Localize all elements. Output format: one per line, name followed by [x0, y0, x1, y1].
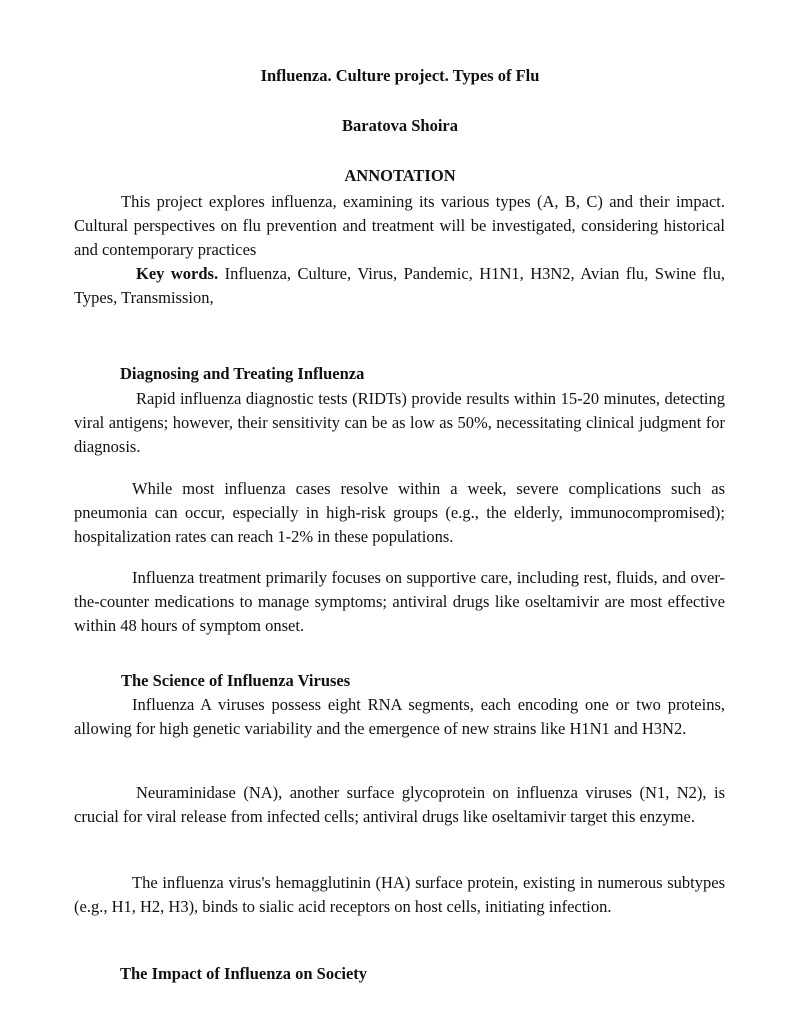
section-heading-science: The Science of Influenza Viruses	[121, 671, 351, 690]
diagnosing-paragraph-2: While most influenza cases resolve within a week, severe complications such as pneumonia can occur, especially in high-risk groups (e.g., the elderly, immunocompromised); hospitalization rates can reach 1-2% in these populations.	[74, 479, 725, 546]
keywords-label: Key words.	[136, 264, 219, 283]
diagnosing-paragraph-1: Rapid influenza diagnostic tests (RIDTs) provide results within 15-20 minutes, detecting viral antigens; however, their sensitivity can be as low as 50%, necessitating clinical judgment for diagnosis.	[74, 389, 725, 456]
author-name: Baratova Shoira	[342, 116, 458, 135]
annotation-heading: ANNOTATION	[344, 166, 456, 185]
keywords-paragraph	[74, 262, 725, 310]
science-paragraph-1: Influenza A viruses possess eight RNA segments, each encoding one or two proteins, allowing for high genetic variability and the emergence of new strains like H1N1 and H3N2.	[74, 695, 725, 738]
section-heading-diagnosing: Diagnosing and Treating Influenza	[120, 364, 365, 383]
keywords-list: Influenza, Culture, Virus, Pandemic, H1N1, H3N2, Avian flu, Swine flu, Types, Transmission,	[74, 264, 725, 307]
diagnosing-paragraph-3: Influenza treatment primarily focuses on supportive care, including rest, fluids, and over-the-counter medications to manage symptoms; antiviral drugs like oseltamivir are most effective within 48 hours of symptom onset.	[74, 568, 725, 635]
science-paragraph-3: The influenza virus's hemagglutinin (HA) surface protein, existing in numerous subtypes (e.g., H1, H2, H3), binds to sialic acid receptors on host cells, initiating infection.	[74, 873, 725, 916]
science-paragraph-2: Neuraminidase (NA), another surface glycoprotein on influenza viruses (N1, N2), is crucial for viral release from infected cells; antiviral drugs like oseltamivir target this enzyme.	[74, 783, 725, 826]
section-heading-impact: The Impact of Influenza on Society	[120, 964, 368, 983]
annotation-paragraph: This project explores influenza, examining its various types (A, B, C) and their impact. Cultural perspectives on flu prevention and treatment will be investigated, considering historical and contemporary practices	[74, 192, 725, 259]
document-title: Influenza. Culture project. Types of Flu	[260, 66, 540, 85]
